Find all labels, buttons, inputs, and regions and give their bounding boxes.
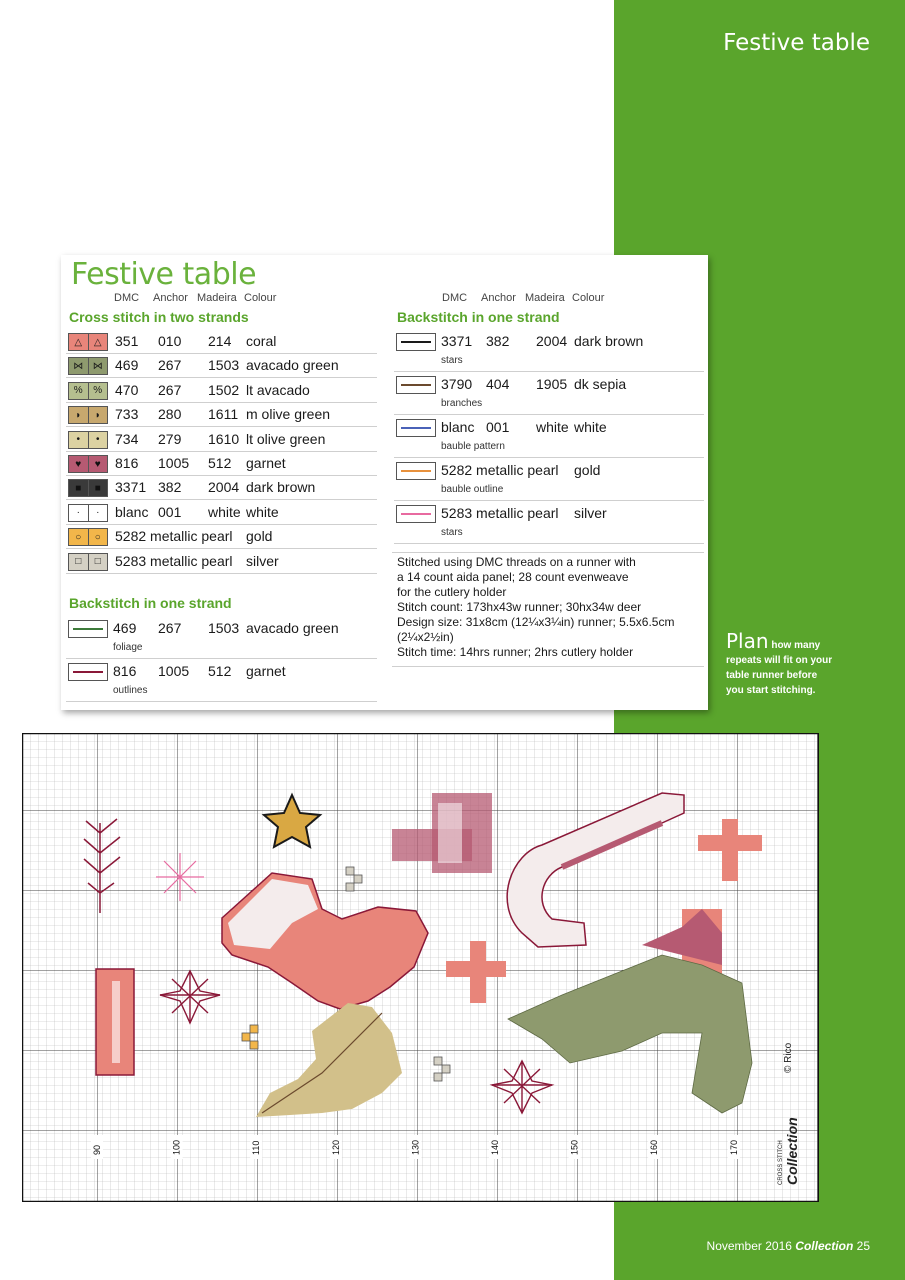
thread-use-label: branches <box>441 398 483 409</box>
cell-anchor: 010 <box>158 333 182 349</box>
note-line: (2¼x2½in) <box>397 630 454 644</box>
symbol-glyph: ⋈ <box>92 360 103 372</box>
axis-label: 140 <box>490 1139 500 1155</box>
thread-line-swatch <box>396 376 436 394</box>
cell-anchor: 1005 <box>158 663 190 679</box>
cell-colour: lt olive green <box>246 430 326 447</box>
cell-colour: white <box>574 419 607 435</box>
cell-dmc: 469 <box>115 357 139 374</box>
symbol-glyph: · <box>96 507 100 519</box>
footer-brand: Collection <box>795 1239 854 1253</box>
backstitch-right-title: Backstitch in one strand <box>397 309 560 325</box>
note-line: a 14 count aida panel; 28 count evenweave <box>397 570 629 584</box>
cell-dmc: 3371 <box>441 333 473 349</box>
axis-label: 110 <box>251 1140 262 1155</box>
collection-logo: Collection <box>784 1117 800 1185</box>
symbol-glyph: □ <box>69 554 89 570</box>
thread-symbol-swatch <box>68 406 108 424</box>
symbol-glyph: ■ <box>69 480 89 496</box>
cell-anchor: 280 <box>158 406 182 423</box>
plan-text: how many repeats will fit on your table runner before you start stitching. <box>726 640 833 696</box>
axis-label: 120 <box>330 1139 341 1155</box>
cell-madeira: 512 <box>208 663 232 679</box>
cell-colour: garnet <box>246 455 286 471</box>
cell-dmc: blanc <box>441 419 475 435</box>
cell-dmc: 5283 metallic pearl <box>115 552 233 569</box>
cell-madeira: 1502 <box>208 381 240 398</box>
plan-tip <box>726 629 836 698</box>
cell-madeira: 214 <box>208 333 232 349</box>
cell-anchor: 279 <box>158 430 182 447</box>
cell-anchor: 382 <box>486 333 510 349</box>
symbol-glyph: · <box>69 505 89 521</box>
cross-stitch-row <box>66 329 377 354</box>
cell-dmc: 5283 metallic pearl <box>441 505 559 521</box>
cell-colour: silver <box>574 505 607 521</box>
cell-dmc: 3790 <box>441 376 473 392</box>
thread-symbol-swatch <box>68 431 108 449</box>
thread-symbol-swatch <box>68 479 108 497</box>
cell-colour: gold <box>246 528 273 545</box>
symbol-glyph: ♥ <box>69 456 89 472</box>
cell-madeira: 2004 <box>536 333 568 349</box>
thread-key-card <box>61 255 708 710</box>
cross-stitch-row <box>66 475 377 500</box>
cross-stitch-row <box>66 402 377 427</box>
header-anchor: Anchor <box>153 292 188 304</box>
cell-dmc: 816 <box>113 663 137 679</box>
axis-label: 170 <box>728 1139 739 1155</box>
cell-colour: lt avacado <box>246 381 310 398</box>
backstitch-row <box>394 415 704 458</box>
axis-label: 100 <box>171 1139 182 1155</box>
cross-stitch-row <box>66 524 377 549</box>
thread-symbol-swatch <box>68 455 108 473</box>
cell-madeira: 2004 <box>208 479 240 496</box>
thread-line-swatch <box>396 505 436 523</box>
backstitch-row <box>394 501 704 544</box>
cell-dmc: 470 <box>115 381 139 398</box>
thread-symbol-swatch <box>68 528 108 546</box>
logo-small-label: CROSS STITCH <box>778 1140 784 1185</box>
cell-madeira: 1905 <box>536 376 568 392</box>
cell-anchor: 267 <box>158 381 182 398</box>
note-line: Stitch time: 14hrs runner; 2hrs cutlery holder <box>397 645 634 659</box>
cell-colour: dark brown <box>246 479 316 496</box>
symbol-glyph: ♥ <box>94 458 101 470</box>
cell-colour: avacado green <box>246 620 339 636</box>
backstitch-row <box>394 458 704 501</box>
thread-use-label: foliage <box>113 642 143 653</box>
header-dmc: DMC <box>114 292 140 304</box>
thread-line-swatch <box>396 333 436 351</box>
cell-colour: coral <box>246 333 277 349</box>
cell-dmc: 733 <box>115 406 139 423</box>
thread-line-swatch <box>396 419 436 437</box>
copyright-label: © Rico <box>783 1042 794 1073</box>
symbol-glyph: ◗ <box>69 407 89 423</box>
cell-madeira: 512 <box>208 455 232 471</box>
cell-dmc: blanc <box>115 503 149 520</box>
cross-stitch-title: Cross stitch in two strands <box>69 309 249 325</box>
symbol-glyph: % <box>93 385 103 397</box>
symbol-glyph: • <box>69 432 89 448</box>
divider <box>392 666 704 667</box>
symbol-glyph: % <box>69 383 89 399</box>
thread-use-label: bauble pattern <box>441 441 505 452</box>
cell-anchor: 001 <box>158 503 182 520</box>
axis-label: 90 <box>92 1144 102 1155</box>
cell-madeira: white <box>208 503 241 520</box>
cell-anchor: 382 <box>158 479 182 496</box>
page-corner-title: Festive table <box>723 30 870 56</box>
divider <box>392 552 704 553</box>
thread-symbol-swatch <box>68 553 108 571</box>
cell-colour: silver <box>246 552 279 569</box>
axis-label: 130 <box>410 1139 421 1155</box>
thread-use-label: bauble outline <box>441 484 504 495</box>
backstitch-row <box>394 372 704 415</box>
symbol-glyph: ⋈ <box>69 358 89 374</box>
header-colour: Colour <box>572 292 605 304</box>
header-anchor: Anchor <box>481 292 516 304</box>
cell-dmc: 734 <box>115 430 139 447</box>
footer-date: November 2016 <box>706 1239 792 1253</box>
thread-symbol-swatch <box>68 357 108 375</box>
thread-use-label: stars <box>441 355 463 366</box>
cell-colour: avacado green <box>246 357 339 374</box>
cell-dmc: 5282 metallic pearl <box>441 462 559 478</box>
cell-madeira: white <box>536 419 569 435</box>
page-number: 25 <box>856 1239 870 1253</box>
page-footer <box>707 1239 870 1253</box>
cell-dmc: 5282 metallic pearl <box>115 528 233 545</box>
cell-madeira: 1610 <box>208 430 240 447</box>
thread-use-label: stars <box>441 527 463 538</box>
cell-madeira: 1503 <box>208 357 240 374</box>
cell-dmc: 351 <box>115 333 139 349</box>
cell-anchor: 267 <box>158 620 182 636</box>
symbol-glyph: • <box>95 434 100 446</box>
cell-anchor: 404 <box>486 376 510 392</box>
cross-stitch-row <box>66 549 377 574</box>
symbol-glyph: △ <box>69 334 89 350</box>
cross-stitch-row <box>66 451 377 476</box>
axis-label: 160 <box>649 1139 660 1155</box>
cross-stitch-chart <box>22 733 819 1202</box>
cell-colour: white <box>246 503 279 520</box>
coral-bar-motif <box>96 969 134 1075</box>
axis-label: 150 <box>569 1139 580 1155</box>
backstitch-left-title: Backstitch in one strand <box>69 595 232 611</box>
note-line: for the cutlery holder <box>397 585 507 599</box>
cross-stitch-row <box>66 427 377 452</box>
key-title: Festive table <box>71 257 257 292</box>
cell-dmc: 816 <box>115 455 139 471</box>
symbol-glyph: ○ <box>69 529 89 545</box>
cell-anchor: 001 <box>486 419 510 435</box>
cross-stitch-row <box>66 378 377 403</box>
cell-colour: m olive green <box>246 406 331 423</box>
backstitch-row <box>394 329 704 372</box>
thread-symbol-swatch <box>68 504 108 522</box>
symbol-glyph: ○ <box>94 531 101 543</box>
key-headers-right <box>389 292 709 306</box>
thread-line-swatch <box>68 663 108 681</box>
note-line: Design size: 31x8cm (12¼x3¼in) runner; 5.5x6.5cm <box>397 615 675 629</box>
cell-madeira: 1611 <box>208 406 239 423</box>
cell-colour: garnet <box>246 663 286 679</box>
cell-dmc: 469 <box>113 620 137 636</box>
stitch-notes <box>397 555 697 660</box>
header-madeira: Madeira <box>525 292 565 304</box>
thread-line-swatch <box>396 462 436 480</box>
cell-colour: dark brown <box>574 333 644 349</box>
symbol-glyph: ■ <box>94 482 101 494</box>
note-line: Stitch count: 173hx43w runner; 30hx34w deer <box>397 600 642 614</box>
thread-symbol-swatch <box>68 333 108 351</box>
thread-use-label: outlines <box>113 685 148 696</box>
cell-colour: dk sepia <box>574 376 627 392</box>
cell-anchor: 1005 <box>158 455 190 471</box>
backstitch-row <box>66 659 377 702</box>
cell-dmc: 3371 <box>115 479 147 496</box>
header-madeira: Madeira <box>197 292 237 304</box>
backstitch-row <box>66 616 377 659</box>
thread-symbol-swatch <box>68 382 108 400</box>
symbol-glyph: □ <box>94 556 101 568</box>
cell-madeira: 1503 <box>208 620 240 636</box>
thread-line-swatch <box>68 620 108 638</box>
plan-big-word: Plan <box>726 629 769 653</box>
header-colour: Colour <box>244 292 277 304</box>
symbol-glyph: △ <box>93 336 102 348</box>
cross-stitch-row <box>66 500 377 525</box>
header-dmc: DMC <box>442 292 468 304</box>
note-line: Stitched using DMC threads on a runner with <box>397 555 636 569</box>
key-headers-left <box>61 292 381 306</box>
cell-anchor: 267 <box>158 357 182 374</box>
cell-colour: gold <box>574 462 601 478</box>
cross-stitch-row <box>66 353 377 378</box>
symbol-glyph: ◗ <box>94 409 101 421</box>
